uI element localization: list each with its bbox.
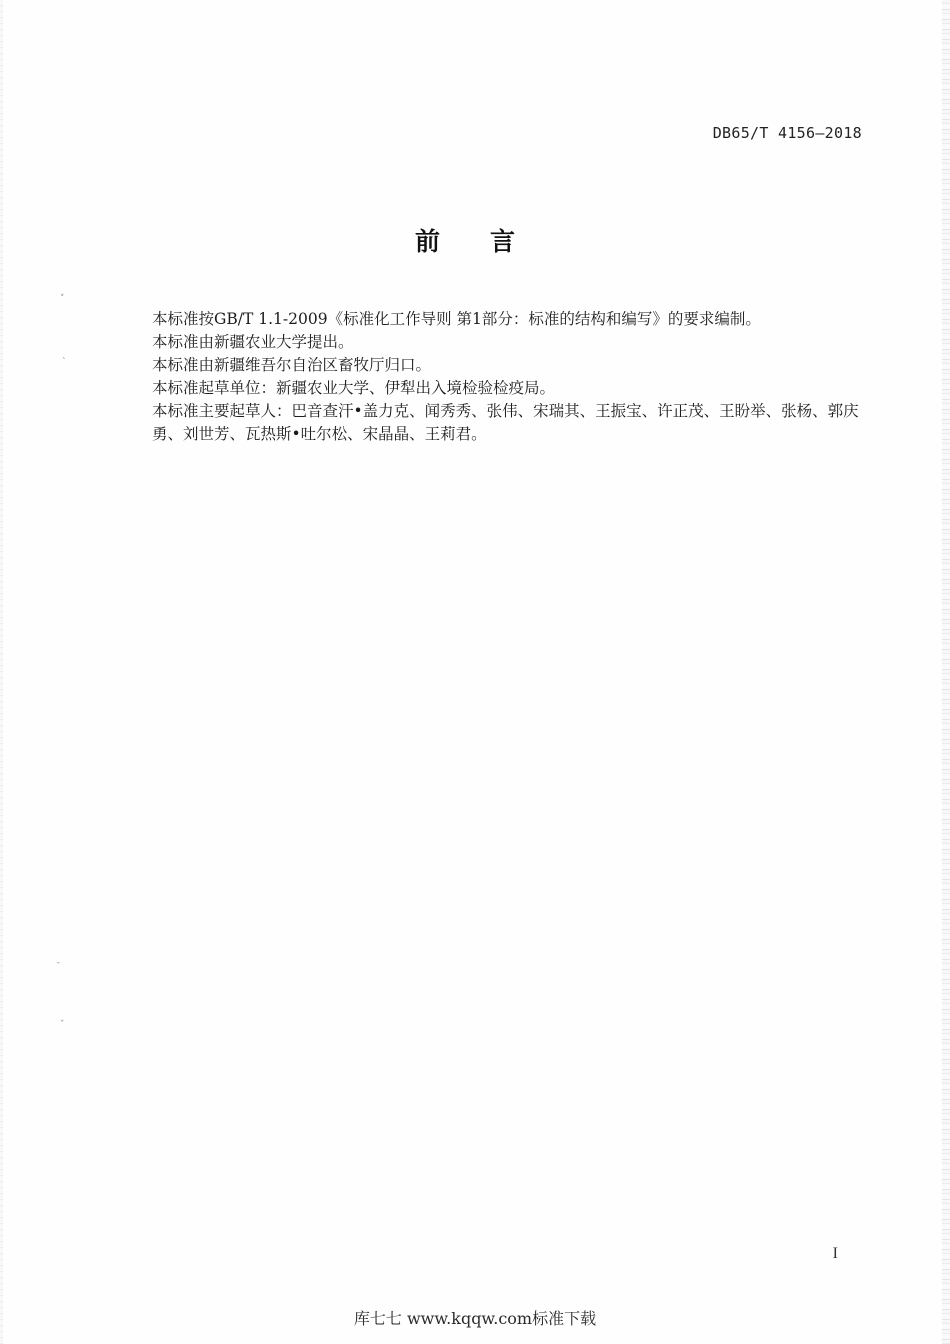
page-title: 前言 <box>414 227 565 256</box>
paragraph: 本标准按GB/T 1.1-2009《标准化工作导则 第1部分：标准的结构和编写》的要求编制。 <box>152 310 761 328</box>
scan-edge-left <box>0 0 3 1344</box>
body-text <box>152 308 872 446</box>
paragraph: 本标准由新疆农业大学提出。 <box>152 333 354 351</box>
scan-speck: ˇ <box>60 1020 65 1030</box>
scan-speck: ˉ <box>56 962 61 972</box>
footer-watermark: 库七七 www.kqqw.com标准下载 <box>353 1309 597 1328</box>
paragraph: 本标准起草单位：新疆农业大学、伊犁出入境检验检疫局。 <box>152 379 556 397</box>
document-code: DB65/T 4156—2018 <box>712 124 862 142</box>
paragraph: 本标准由新疆维吾尔自治区畜牧厅归口。 <box>152 356 432 374</box>
scan-speck: ˅ <box>60 294 65 304</box>
scan-speck: ˎ <box>62 350 67 360</box>
page-number: I <box>832 1245 838 1262</box>
paragraph: 本标准主要起草人：巴音查汗•盖力克、闻秀秀、张伟、宋瑞其、王振宝、许正茂、王盼举、张杨、郭庆勇、刘世芳、瓦热斯•吐尔松、宋晶晶、王莉君。 <box>152 402 859 443</box>
scan-edge-right <box>942 0 950 1344</box>
